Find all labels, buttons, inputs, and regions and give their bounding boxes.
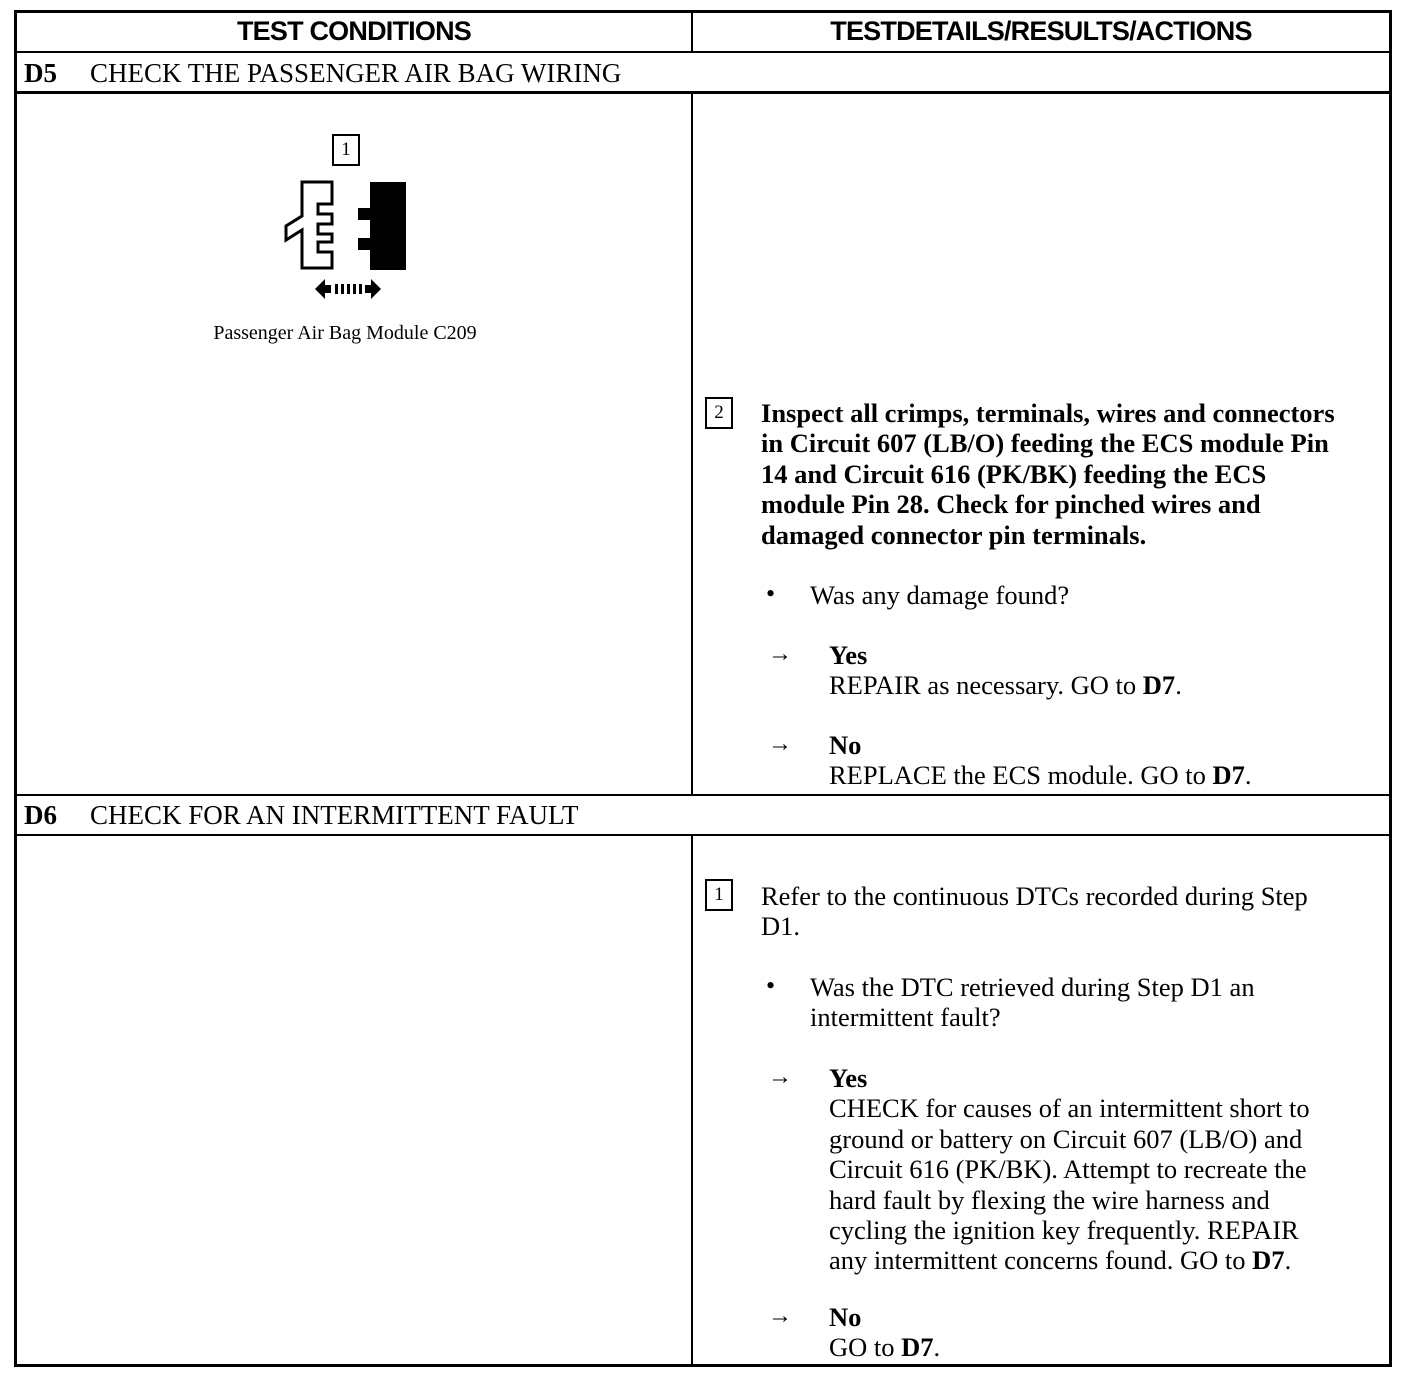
- no-action: GO to D7.: [829, 1332, 941, 1363]
- goto-target: D7: [1142, 670, 1176, 701]
- instruction-text: [761, 881, 1386, 942]
- table-border-bottom: [14, 1364, 1392, 1367]
- step-number-box: 2: [705, 397, 733, 429]
- yes-action-line: hard fault by flexing the wire harness and: [829, 1184, 1270, 1215]
- arrow-right-icon: →: [768, 731, 792, 757]
- question-line: intermittent fault?: [810, 1002, 1001, 1033]
- instruction-line: module Pin 28. Check for pinched wires and: [761, 489, 1261, 520]
- header-test-details: TESTDETAILS/RESULTS/ACTIONS: [830, 16, 1252, 46]
- yes-branch: [829, 640, 1369, 701]
- instruction-line: D1.: [761, 911, 801, 942]
- section-title-text: CHECK FOR AN INTERMITTENT FAULT: [90, 800, 579, 830]
- goto-target: D7: [1212, 760, 1245, 791]
- arrow-right-icon: →: [768, 1064, 792, 1090]
- instruction-line: Refer to the continuous DTCs recorded during Step: [761, 881, 1308, 911]
- column-divider-d6: [691, 834, 693, 1367]
- section-id: D6: [24, 800, 57, 830]
- yes-branch: [829, 1063, 1384, 1276]
- goto-target: D7: [901, 1332, 934, 1363]
- no-action: REPLACE the ECS module. GO to D7.: [829, 760, 1252, 791]
- yes-label: Yes: [829, 1063, 868, 1093]
- yes-action: REPAIR as necessary. GO to D7.: [829, 670, 1182, 701]
- yes-action-line: cycling the ignition key frequently. REPAIR: [829, 1215, 1299, 1246]
- yes-action-line: any intermittent concerns found. GO to D7.: [829, 1245, 1292, 1276]
- question-text: [810, 972, 1370, 1033]
- table-border-left: [14, 10, 17, 1367]
- section-title-text: CHECK THE PASSENGER AIR BAG WIRING: [90, 58, 622, 88]
- header-test-conditions: TEST CONDITIONS: [236, 16, 471, 46]
- arrow-right-icon: →: [768, 1303, 792, 1329]
- step-number-box: 1: [705, 879, 733, 911]
- header-divider: [14, 51, 1392, 53]
- table-border-right: [1389, 10, 1392, 1367]
- instruction-line: damaged connector pin terminals.: [761, 519, 1147, 550]
- column-divider-d5: [691, 91, 693, 796]
- instruction-line: Inspect all crimps, terminals, wires and connectors: [761, 398, 1335, 428]
- section-id: D5: [24, 58, 57, 88]
- d6-top-divider: [14, 794, 1392, 796]
- arrow-right-icon: →: [768, 641, 792, 667]
- yes-action-line: ground or battery on Circuit 607 (LB/O) and: [829, 1123, 1303, 1154]
- d6-title-divider: [14, 834, 1392, 836]
- bullet-icon: •: [766, 971, 776, 1000]
- instruction-text: [761, 398, 1386, 550]
- question-line: Was the DTC retrieved during Step D1 an: [810, 972, 1255, 1002]
- yes-label: Yes: [829, 640, 868, 670]
- goto-target: D7: [1252, 1245, 1285, 1276]
- bullet-icon: •: [766, 579, 776, 608]
- question-text: Was any damage found?: [810, 580, 1070, 610]
- step-number-box: 1: [332, 134, 360, 166]
- no-label: No: [829, 730, 862, 760]
- no-branch: [829, 730, 1369, 791]
- yes-action-line: CHECK for causes of an intermittent short to: [829, 1093, 1310, 1124]
- instruction-line: 14 and Circuit 616 (PK/BK) feeding the ECS: [761, 458, 1267, 489]
- section-title-d6: [24, 798, 579, 832]
- yes-action-line: Circuit 616 (PK/BK). Attempt to recreate the: [829, 1154, 1307, 1185]
- connector-caption: Passenger Air Bag Module C209: [213, 322, 477, 344]
- d5-title-divider: [14, 91, 1392, 94]
- instruction-line: in Circuit 607 (LB/O) feeding the ECS module Pin: [761, 428, 1329, 459]
- no-label: No: [829, 1302, 862, 1332]
- double-arrow-icon: [313, 276, 383, 302]
- no-branch: [829, 1302, 1369, 1363]
- section-title-d5: [24, 56, 621, 90]
